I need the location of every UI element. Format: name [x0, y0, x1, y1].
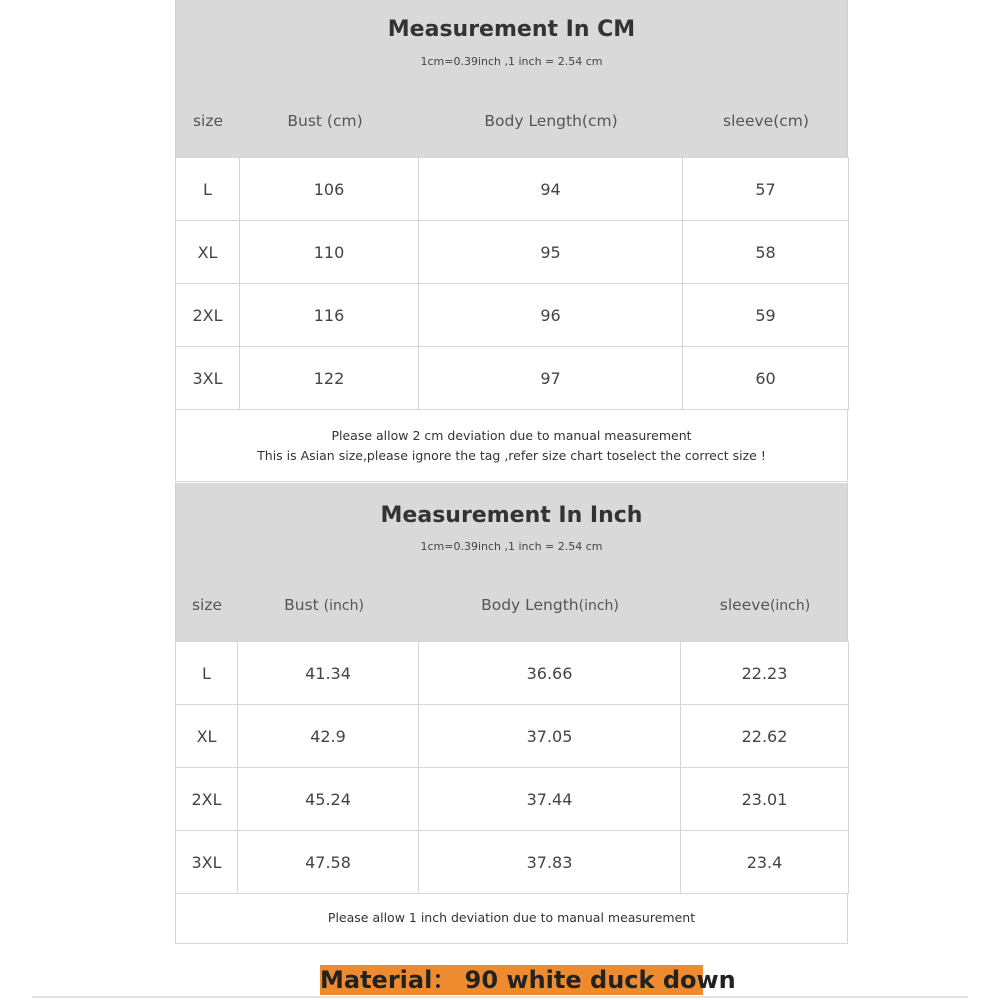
sleeve-cell: 22.23: [681, 642, 849, 705]
cm-chart-note: [175, 410, 848, 482]
sleeve-cell: 57: [683, 158, 849, 221]
size-cell: 3XL: [176, 347, 240, 410]
deviation-note: Please allow 2 cm deviation due to manual measurement: [331, 428, 692, 443]
size-cell: 3XL: [176, 831, 238, 894]
inch-chart-note: [175, 894, 848, 944]
bust-cell: 106: [240, 158, 419, 221]
inch-col-sleeve-unit: (inch): [769, 598, 811, 614]
bust-cell: 110: [240, 221, 419, 284]
size-cell: 2XL: [176, 768, 238, 831]
table-row: [176, 158, 849, 221]
body-length-cell: 94: [419, 158, 683, 221]
bust-cell: 116: [240, 284, 419, 347]
inch-col-sleeve: [720, 596, 810, 614]
cm-chart-title: Measurement In CM: [387, 17, 636, 42]
sleeve-cell: 22.62: [681, 705, 849, 768]
inch-col-body-length-unit: (inch): [578, 598, 619, 614]
size-cell: L: [176, 642, 238, 705]
inch-size-chart: [175, 483, 848, 947]
table-row: [176, 831, 849, 894]
body-length-cell: 96: [419, 284, 683, 347]
cm-chart-header: [175, 0, 848, 157]
bust-cell: 41.34: [238, 642, 419, 705]
inch-size-table: [175, 641, 849, 894]
inch-col-size: size: [191, 596, 223, 614]
table-row: [176, 347, 849, 410]
inch-col-sleeve-label: sleeve: [719, 596, 770, 614]
size-cell: XL: [176, 221, 240, 284]
table-row: [176, 284, 849, 347]
size-cell: XL: [176, 705, 238, 768]
body-length-cell: 97: [419, 347, 683, 410]
cm-col-size: size: [192, 112, 224, 130]
body-length-cell: 37.83: [419, 831, 681, 894]
sleeve-cell: 58: [683, 221, 849, 284]
table-row: [176, 705, 849, 768]
body-length-cell: 95: [419, 221, 683, 284]
inch-col-body-length-label: Body Length: [481, 596, 579, 614]
cm-col-bust-unit: (cm): [326, 112, 363, 130]
body-length-cell: 37.05: [419, 705, 681, 768]
inch-col-bust: [284, 596, 364, 614]
bust-cell: 42.9: [238, 705, 419, 768]
sleeve-cell: 60: [683, 347, 849, 410]
body-length-cell: 37.44: [419, 768, 681, 831]
bust-cell: 45.24: [238, 768, 419, 831]
body-length-cell: 36.66: [419, 642, 681, 705]
cm-size-chart: [175, 0, 848, 483]
inch-col-body-length: [481, 596, 619, 614]
cm-size-table: [175, 157, 849, 410]
inch-chart-title: Measurement In Inch: [380, 503, 643, 528]
bust-cell: 47.58: [238, 831, 419, 894]
cm-col-bust: [287, 112, 362, 130]
inch-chart-conversion: 1cm=0.39inch ,1 inch = 2.54 cm: [420, 540, 603, 553]
cm-col-sleeve: sleeve(cm): [723, 112, 809, 130]
table-row: [176, 642, 849, 705]
sleeve-cell: 23.4: [681, 831, 849, 894]
sleeve-cell: 59: [683, 284, 849, 347]
cm-col-body-length: Body Length(cm): [484, 112, 618, 130]
material-label: Material： 90 white duck down: [320, 966, 736, 994]
size-cell: L: [176, 158, 240, 221]
sleeve-cell: 23.01: [681, 768, 849, 831]
asian-size-note: This is Asian size,please ignore the tag ,refer size chart toselect the correct size !: [257, 448, 766, 463]
table-row: [176, 221, 849, 284]
table-row: [176, 768, 849, 831]
size-cell: 2XL: [176, 284, 240, 347]
inch-col-bust-label: Bust: [284, 596, 319, 614]
inch-col-bust-unit: (inch): [323, 598, 364, 614]
bust-cell: 122: [240, 347, 419, 410]
divider: [32, 996, 968, 998]
cm-chart-conversion: 1cm=0.39inch ,1 inch = 2.54 cm: [420, 55, 603, 68]
cm-col-bust-label: Bust: [287, 112, 322, 130]
deviation-note: Please allow 1 inch deviation due to manual measurement: [327, 910, 696, 925]
inch-chart-header: [175, 483, 848, 641]
